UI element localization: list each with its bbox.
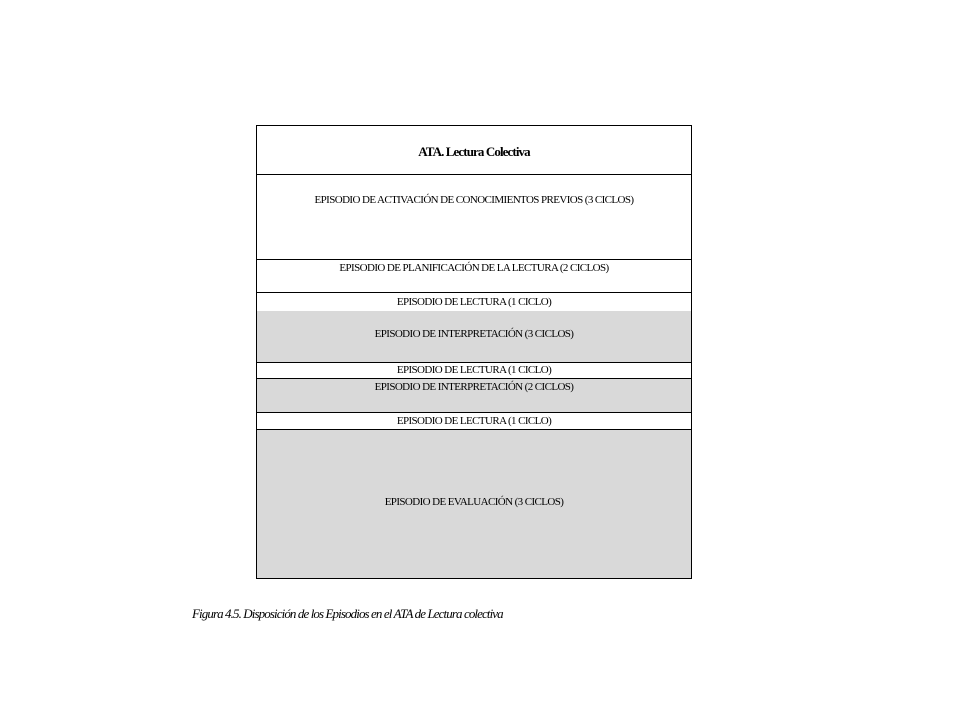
episode-label: EPISODIO DE LECTURA (1 CICLO) [396,364,552,376]
episode-label: EPISODIO DE LECTURA (1 CICLO) [396,415,552,427]
episode-label: EPISODIO DE LECTURA (1 CICLO) [396,296,552,308]
episode-label: EPISODIO DE EVALUACIÓN (3 CICLOS) [384,496,564,508]
episode-row-lectura-2 [257,362,691,379]
episode-row-lectura-3 [257,413,691,430]
episode-diagram [256,125,692,579]
episode-label: EPISODIO DE INTERPRETACIÓN (2 CICLOS) [374,381,574,393]
episode-label: EPISODIO DE INTERPRETACIÓN (3 CICLOS) [374,328,574,340]
figure-caption: Figura 4.5. Disposición de los Episodios en el ATA de Lectura colectiva [192,606,503,621]
episode-label: EPISODIO DE ACTIVACIÓN DE CONOCIMIENTOS PREVIOS (3 CICLOS) [314,194,634,206]
episode-row-evaluacion [257,430,691,578]
diagram-title-row [257,126,691,175]
episode-row-interpretacion-2 [257,379,691,413]
episode-row-activacion [257,175,691,260]
episode-row-interpretacion-1 [257,311,691,362]
episode-row-planificacion [257,260,691,293]
episode-label: EPISODIO DE PLANIFICACIÓN DE LA LECTURA (2 CICLOS) [339,262,609,274]
episode-row-lectura-1 [257,293,691,311]
diagram-title: ATA. Lectura Colectiva [418,144,530,159]
